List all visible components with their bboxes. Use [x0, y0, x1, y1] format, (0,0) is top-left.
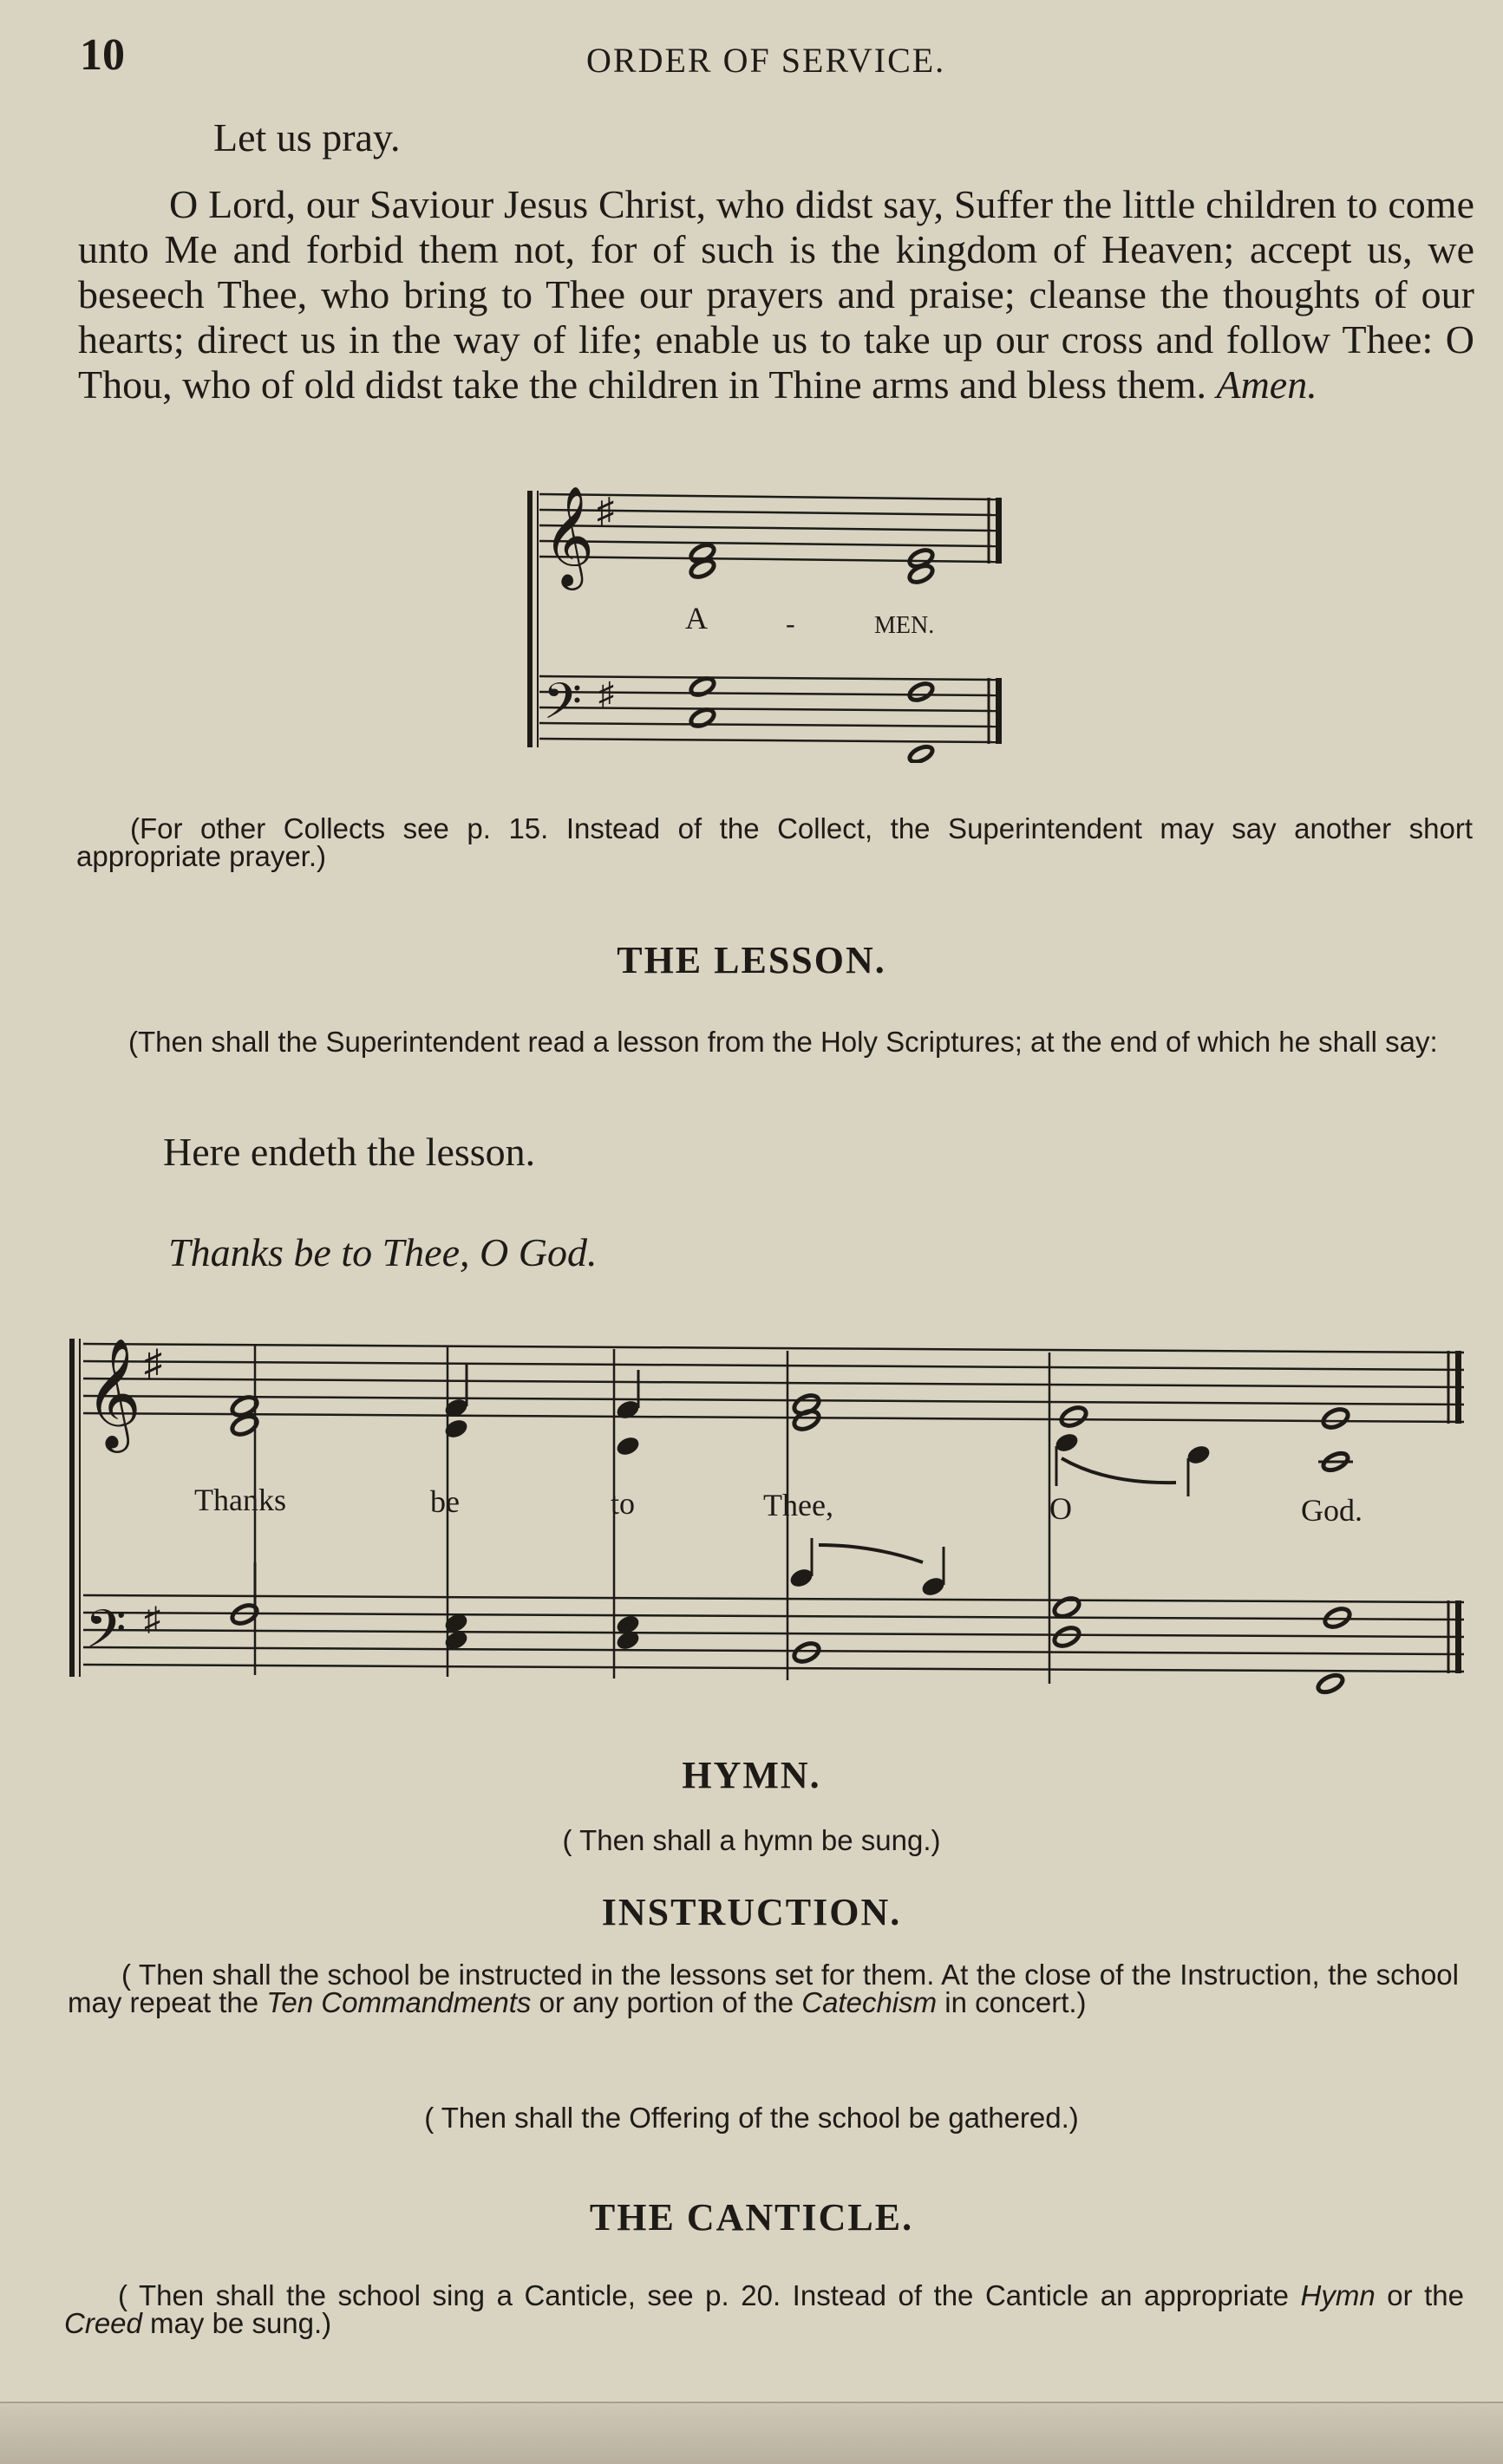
lesson-rubric: (Then shall the Superintendent read a lesson from the Holy Scriptures; at the end of which he shall say: — [128, 1026, 1438, 1058]
collects-rubric: (For other Collects see p. 15. Instead of the Collect, the Superintendent may say another short appropriate prayer.) — [76, 812, 1473, 872]
catechism-title: Catechism — [801, 1986, 938, 2018]
page-number: 10 — [80, 30, 125, 80]
response-lyric: to — [611, 1486, 636, 1521]
response-lyric: Thee, — [763, 1488, 833, 1522]
canticle-rubric-text: may be sung.) — [141, 2307, 332, 2339]
instruction-rubric-text: in concert.) — [937, 1986, 1087, 2018]
hymn-title: Hymn — [1300, 2279, 1376, 2311]
sharp-icon: ♯ — [597, 491, 614, 530]
amen-lyric-a: A — [685, 601, 708, 636]
instruction-heading: INSTRUCTION. — [601, 1891, 902, 1933]
bass-clef-icon: 𝄢 — [85, 1601, 127, 1672]
collect-amen: Amen. — [1216, 362, 1317, 407]
instruction-rubric-text: ( Then shall the school be instructed in the lessons set for them. At the close of the Instruction, the school may repeat the — [68, 1959, 1459, 2018]
response-lyric: be — [430, 1484, 460, 1519]
amen-system-brace — [527, 491, 533, 747]
response-system-brace — [69, 1339, 75, 1677]
response-lyric: O — [1049, 1491, 1072, 1526]
hymn-heading: HYMN. — [682, 1754, 821, 1796]
offering-rubric: ( Then shall the Offering of the school be gathered.) — [424, 2102, 1079, 2134]
response-final-barline — [1448, 1351, 1461, 1673]
response-lyric: God. — [1301, 1493, 1363, 1528]
sharp-icon: ♯ — [144, 1344, 162, 1384]
instruction-rubric-text: or any portion of the — [531, 1986, 802, 2018]
treble-clef-icon: 𝄞 — [543, 488, 595, 584]
collect-body: O Lord, our Saviour Jesus Christ, who didst say, Suffer the little children to come unto Me and forbid them not, for of such is the kingdom of Heaven; accept us, we beseech Thee, who bring to Thee our prayers and praise; cleanse the thoughts of our hearts; direct us in the way of life; enable us to take up our cross and follow Thee: O Thou, who of old didst take the children in Thine arms and bless them. — [78, 182, 1474, 407]
prayer-invitation: Let us pray. — [213, 115, 401, 160]
response-bass-staff — [83, 1595, 1464, 1672]
creed-title: Creed — [64, 2307, 142, 2339]
collect-paragraph — [78, 182, 1474, 407]
amen-lyric-men: MEN. — [874, 612, 935, 639]
response-music-score — [66, 1309, 1480, 1708]
hymn-rubric: ( Then shall a hymn be sung.) — [562, 1824, 941, 1856]
bass-clef-icon: 𝄢 — [543, 675, 583, 742]
sharp-icon: ♯ — [598, 676, 614, 711]
amen-music-score — [520, 468, 1041, 763]
ten-commandments-title: Ten Commandments — [266, 1986, 532, 2018]
treble-clef-icon: 𝄞 — [85, 1340, 142, 1446]
amen-final-barline — [989, 498, 1002, 744]
canticle-heading: THE CANTICLE. — [589, 2196, 914, 2239]
lesson-response: Thanks be to Thee, O God. — [168, 1230, 598, 1274]
running-title: ORDER OF SERVICE. — [586, 41, 946, 80]
lesson-versicle: Here endeth the lesson. — [163, 1130, 536, 1174]
sharp-icon: ♯ — [144, 1601, 160, 1638]
page-bottom-edge — [0, 2402, 1503, 2464]
canticle-rubric — [64, 2279, 1465, 2339]
amen-notes — [689, 542, 935, 763]
canticle-rubric-text: ( Then shall the school sing a Canticle, see p. 20. Instead of the Canticle an appropriate — [118, 2279, 1301, 2311]
response-treble-staff — [83, 1344, 1464, 1422]
amen-lyric-hyphen: - — [786, 608, 795, 639]
canticle-rubric-text: or the — [1375, 2279, 1465, 2311]
instruction-rubric — [68, 1961, 1459, 2017]
response-lyric: Thanks — [194, 1483, 286, 1517]
lesson-heading: THE LESSON. — [617, 939, 886, 981]
